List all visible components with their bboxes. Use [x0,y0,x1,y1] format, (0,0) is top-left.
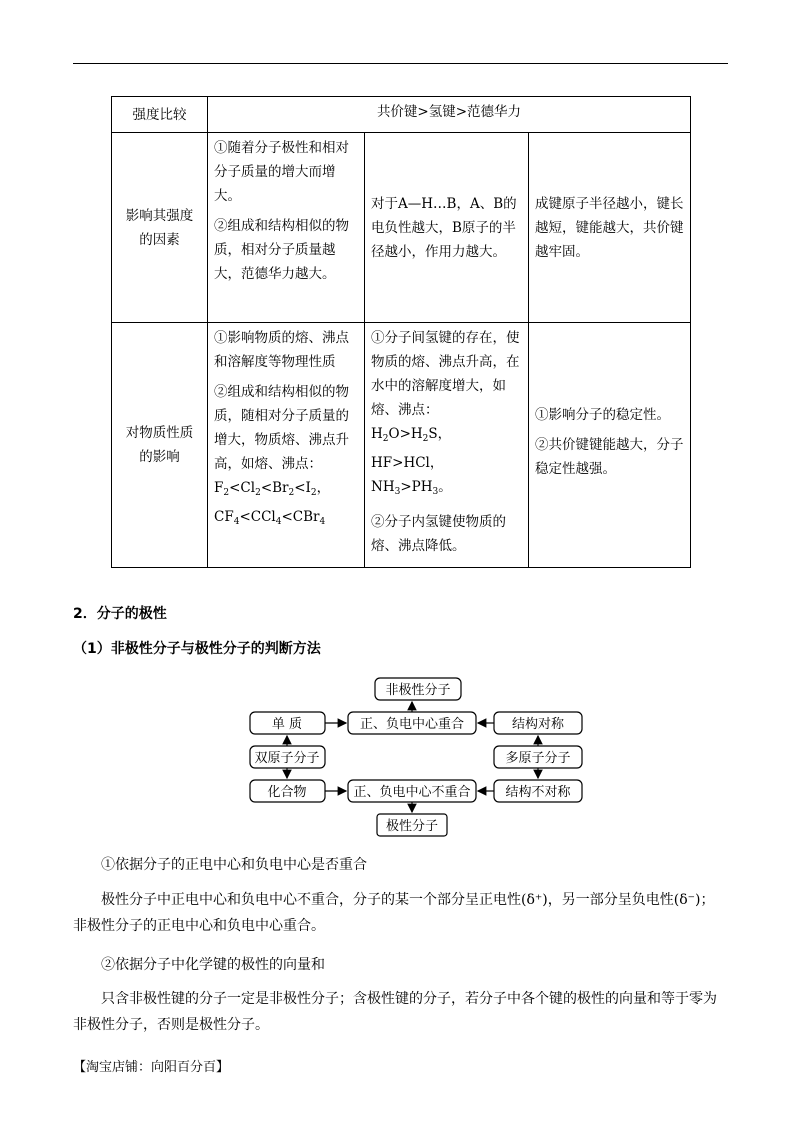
vdw-effects-cell: ①影响物质的熔、沸点和溶解度等物理性质 ②组成和结构相似的物质，随相对分子质量的增大，物质熔、沸点升高，如熔、沸点：$F_2<Cl_2<Br_2<I_2$， $CF_4<CCl_4<CBr_4$ [208,323,365,568]
header-rule [73,63,728,64]
polarity-flowchart [240,672,600,842]
flow-symmetric-label: 结构对称 [511,717,565,732]
row-label-effects: 对物质性质 的影响 [112,323,208,568]
strength-order: 共价键>氢键>范德华力 [208,97,691,133]
table-row [112,133,691,323]
paragraph: 只含非极性键的分子一定是非极性分子；含极性键的分子，若分子中各个键的极性的向量和等于零为非极性分子，否则是极性分子。 [73,991,717,1033]
flow-polar-label: 极性分子 [385,819,439,834]
hbond-effects-cell: ①分子间氢键的存在，使物质的熔、沸点升高，在水中的溶解度增大，如熔、沸点： $H_2O>H_2S$，HF>HCl， $NH_3>PH_3$。 ②分子内氢键使物质的熔、沸点降低。 [365,323,529,568]
covalent-effects-cell: ①影响分子的稳定性。 ②共价键键能越大，分子稳定性越强。 [529,323,691,568]
subsection-title: （1）非极性分子与极性分子的判断方法 [73,641,321,657]
section-title: 2．分子的极性 [73,606,167,622]
flow-compound-label: 化合物 [267,785,307,800]
table-row [112,323,691,568]
flow-polyatomic-label: 多原子分子 [505,751,571,766]
paragraph: ①依据分子的正电中心和负电中心是否重合 [101,857,367,873]
vdw-factors-cell: ①随着分子极性和相对分子质量的增大而增大。 ②组成和结构相似的物质，相对分子质量越大，范德华力越大。 [208,133,365,323]
row-label-factors: 影响其强度 的因素 [112,133,208,323]
footer-shop: 【淘宝店铺：向阳百分百】 [73,1060,230,1075]
flow-single-label: 单 质 [271,717,303,732]
flow-noncoincide-label: 正、负电中心不重合 [353,785,471,800]
hbond-factors-cell: 对于A—H…B，A、B的电负性越大，B原子的半径越小，作用力越大。 [365,133,529,323]
flow-diatomic-label: 双原子分子 [254,751,320,766]
flow-asymmetric-label: 结构不对称 [505,785,571,800]
flow-coincide-label: 正、负电中心重合 [359,717,465,732]
comparison-table [111,96,691,568]
table-row [112,97,691,133]
covalent-factors-cell: 成键原子半径越小，键长越短，键能越大，共价键越牢固。 [529,133,691,323]
paragraph: ②依据分子中化学键的极性的向量和 [101,957,325,973]
flow-nonpolar-label: 非极性分子 [385,683,451,698]
paragraph: 极性分子中正电中心和负电中心不重合，分子的某一个部分呈正电性(δ⁺)，另一部分呈负电性(δ⁻)；非极性分子的正电中心和负电中心重合。 [73,892,715,934]
row-label-strength: 强度比较 [112,97,208,133]
